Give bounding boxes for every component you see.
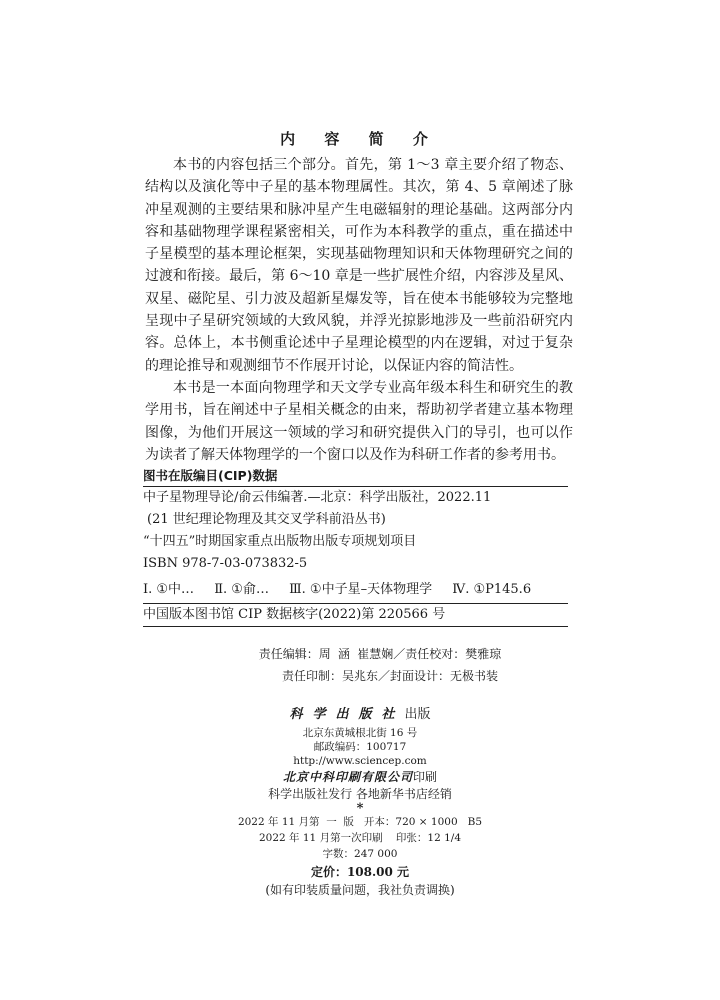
intro-paragraph: 本书的内容包括三个部分。首先，第 1～3 章主要介绍了物态、结构以及演化等中子星的基本物理属性。其次，第 4、5 章阐述了脉冲星观测的主要结果和脉冲星产生电磁辐射的理论基础。这两部分内容和基础物理学课程紧密相关，可作为本科教学的重点，重在描述中子星模型的基本理论框架，实现基础物理知识和天体物理研究之间的过渡和衔接。最后，第 6～10 章是一些扩展性介绍，内容涉及星风、双星、磁陀星、引力波及超新星爆发等，旨在使本书能够较为完整地呈现中子星研究领域的大致风貌，并浮光掠影地涉及一些前沿研究内容。总体上，本书侧重论述中子星理论模型的内在逻辑，对过于复杂的理论推导和观测细节不作展开讨论，以保证内容的简洁性。 — [145, 157, 573, 374]
quality-notice: (如有印装质量问题，我社负责调换) — [265, 883, 455, 897]
cip-class-item: Ⅱ. ①俞… — [214, 582, 269, 597]
separator-star: * — [356, 801, 364, 816]
cip-class-item: Ⅲ. ①中子星–天体物理学 — [289, 582, 433, 597]
cip-title-line: 中子星物理导论/俞云伟编著.—北京：科学出版社，2022.11 — [143, 490, 492, 505]
intro-title: 内 容 简 介 — [280, 130, 440, 148]
cip-number: 中国版本图书馆 CIP 数据核字(2022)第 220566 号 — [143, 603, 568, 627]
intro-paragraph: 本书是一本面向物理学和天文学专业高年级本科生和研究生的教学用书，旨在阐述中子星相关概念的由来，帮助初学者建立基本物理图像，为他们开展这一领域的学习和研究提供入门的导引，也可以作为读者了解天体物理学的一个窗口以及作为科研工作者的参考用书。 — [145, 379, 573, 463]
cip-heading: 图书在版编目(CIP)数据 — [143, 466, 568, 487]
cip-project-line: “十四五”时期国家重点出版物出版专项规划项目 — [143, 534, 417, 549]
publisher-name: 科学出版社 — [289, 707, 405, 722]
publisher-suffix: 出版 — [404, 707, 431, 722]
imprint-block — [0, 706, 720, 899]
cip-class-item: Ⅰ. ①中… — [143, 582, 195, 597]
cip-classification — [143, 579, 568, 601]
printer-suffix: 印刷 — [413, 770, 438, 784]
distribution-line: 科学出版社发行 各地新华书店经销 — [268, 787, 452, 801]
production-credit-line: 责任印制：吴兆东／封面设计：无极书装 — [281, 669, 498, 683]
intro-body — [145, 154, 573, 466]
editors-credits — [0, 643, 720, 687]
printer-line — [0, 769, 720, 786]
edition-line: 2022 年 11 月第 一 版 开本：720 × 1000 B5 — [237, 816, 483, 828]
cip-series-line: (21 世纪理论物理及其交叉学科前沿丛书) — [147, 512, 386, 527]
price: 定价：108.00 元 — [310, 865, 410, 879]
editor-credit-line: 责任编辑：周 涵 崔慧娴／责任校对：樊雅琼 — [258, 647, 502, 661]
printer-name: 北京中科印刷有限公司 — [282, 770, 413, 784]
cip-isbn-line: ISBN 978-7-03-073832-5 — [143, 556, 308, 571]
publisher-line — [0, 706, 720, 724]
cip-block — [143, 466, 568, 627]
cip-class-item: Ⅳ. ①P145.6 — [452, 582, 532, 597]
word-count: 字数：247 000 — [322, 848, 398, 860]
publisher-address: 北京东黄城根北街 16 号 — [302, 727, 418, 739]
publisher-postcode: 邮政编码：100717 — [313, 741, 407, 753]
publisher-url: http://www.sciencep.com — [293, 755, 427, 767]
print-line: 2022 年 11 月第一次印刷 印张：12 1/4 — [258, 832, 462, 844]
